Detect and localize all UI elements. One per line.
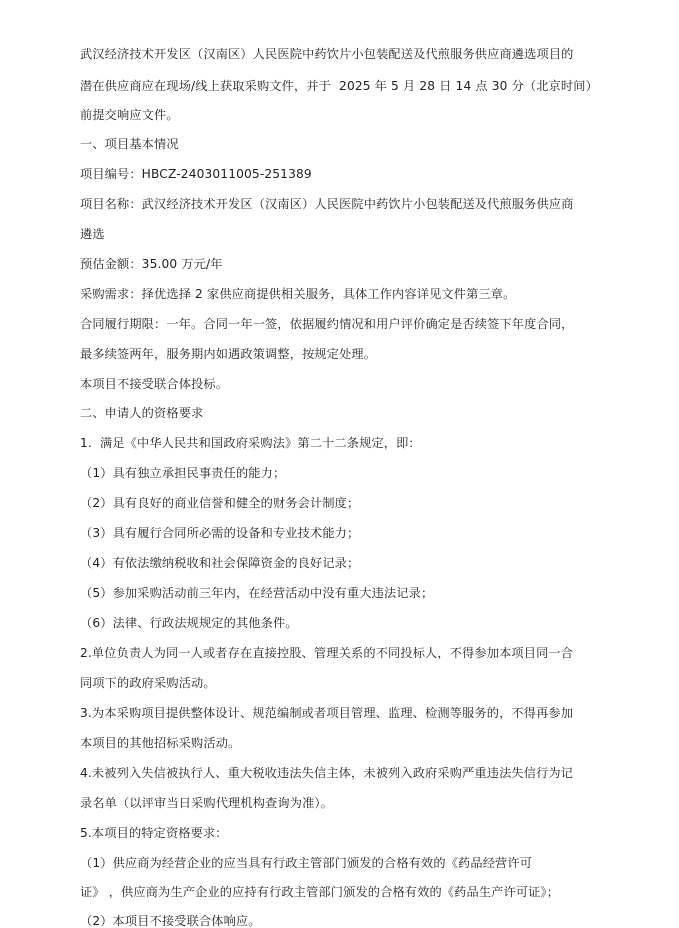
text-line: 录名单（以评审当日采购代理机构查询为准）。 bbox=[80, 796, 333, 810]
text-line: 遴选 bbox=[80, 227, 105, 241]
text-line: 1. 满足《中华人民共和国政府采购法》第二十二条规定，即： bbox=[80, 436, 421, 450]
text-line: 武汉经济技术开发区（汉南区）人民医院中药饮片小包装配送及代煎服务供应商遴选项目的 bbox=[80, 47, 574, 61]
text-line: 证》 ，供应商为生产企业的应持有行政主管部门颁发的合格有效的《药品生产许可证》； bbox=[80, 885, 560, 899]
text-line: 本项目不接受联合体投标。 bbox=[80, 377, 229, 391]
text-line: 前提交响应文件。 bbox=[80, 108, 179, 122]
text-line: （6）法律、行政法规规定的其他条件。 bbox=[80, 616, 298, 630]
text-line: 项目编号：HBCZ-2403011005-251389 bbox=[80, 167, 312, 181]
text-line: （2）具有良好的商业信誉和健全的财务会计制度； bbox=[80, 496, 360, 510]
text-line: 3.为本采购项目提供整体设计、规范编制或者项目管理、监理、检测等服务的，不得再参加 bbox=[80, 706, 574, 720]
text-line: 4.未被列入失信被执行人、重大税收违法失信主体，未被列入政府采购严重违法失信行为记 bbox=[80, 766, 574, 780]
text-line: （2）本项目不接受联合体响应。 bbox=[80, 914, 261, 928]
text-line: 2.单位负责人为同一人或者存在直接控股、管理关系的不同投标人，不得参加本项目同一合 bbox=[80, 646, 574, 660]
text-line: （5）参加采购活动前三年内，在经营活动中没有重大违法记录； bbox=[80, 586, 434, 600]
text-line: 5.本项目的特定资格要求： bbox=[80, 826, 228, 840]
text-line: 预估金额：35.00 万元/年 bbox=[80, 257, 223, 271]
text-line: 合同履行期限：一年。合同一年一签，依据履约情况和用户评价确定是否续签下年度合同， bbox=[80, 317, 574, 331]
text-line: （1）具有独立承担民事责任的能力； bbox=[80, 466, 286, 480]
text-line: 本项目的其他招标采购活动。 bbox=[80, 736, 241, 750]
section-heading: 一、项目基本情况 bbox=[80, 137, 179, 151]
text-line: 项目名称：武汉经济技术开发区（汉南区）人民医院中药饮片小包装配送及代煎服务供应商 bbox=[80, 197, 574, 211]
text-line: （1）供应商为经营企业的应当具有行政主管部门颁发的合格有效的《药品经营许可 bbox=[80, 856, 533, 870]
text-line: 潜在供应商应在现场/线上获取采购文件，并于 2025 年 5 月 28 日 14 点 30 分（北京时间） bbox=[80, 79, 598, 93]
text-line: （3）具有履行合同所必需的设备和专业技术能力； bbox=[80, 526, 360, 540]
text-line: 采购需求：择优选择 2 家供应商提供相关服务，具体工作内容详见文件第三章。 bbox=[80, 287, 516, 301]
text-line: （4）有依法缴纳税收和社会保障资金的良好记录； bbox=[80, 556, 360, 570]
text-line: 同项下的政府采购活动。 bbox=[80, 676, 216, 690]
text-line: 最多续签两年，服务期内如遇政策调整，按规定处理。 bbox=[80, 347, 377, 361]
section-heading: 二、申请人的资格要求 bbox=[80, 406, 204, 420]
